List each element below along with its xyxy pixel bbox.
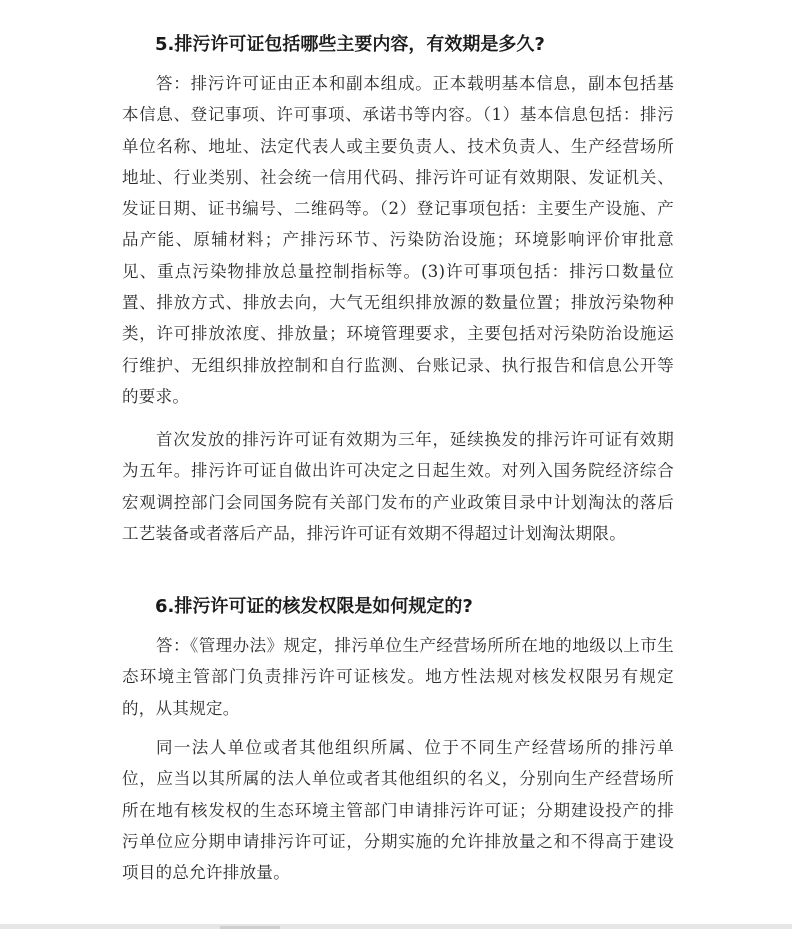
section-5-heading: 5.排污许可证包括哪些主要内容，有效期是多久? [155,34,545,55]
section-6-answer-paragraph: 答：《管理办法》规定，排污单位生产经营场所所在地的地级以上市生态环境主管部门负责排污许可证核发。地方性法规对核发权限另有规定的，从其规定。 [122,636,674,718]
section-6-heading: 6.排污许可证的核发权限是如何规定的? [155,596,473,617]
section-5-answer-paragraph: 答：排污许可证由正本和副本组成。正本载明基本信息，副本包括基本信息、登记事项、许可事项、承诺书等内容。（1）基本信息包括：排污单位名称、地址、法定代表人或主要负责人、技术负责人、生产经营场所地址、行业类别、社会统一信用代码、排污许可证有效期限、发证机关、发证日期、证书编号、二维码等。（2）登记事项包括：主要生产设施、产品产能、原辅材料；产排污环节、污染防治设施；环境影响评价审批意见、重点污染物排放总量控制指标等。(3)许可事项包括：排污口数量位置、排放方式、排放去向，大气无组织排放源的数量位置；排放污染物种类，许可排放浓度、排放量；环境管理要求，主要包括对污染防治设施运行维护、无组织排放控制和自行监测、台账记录、执行报告和信息公开等的要求。 [122,74,674,406]
page-bottom-border [0,924,792,929]
section-6-application-paragraph: 同一法人单位或者其他组织所属、位于不同生产经营场所的排污单位，应当以其所属的法人单位或者其他组织的名义，分别向生产经营场所所在地有核发权的生态环境主管部门申请排污许可证；分期建设投产的排污单位应分期申请排污许可证，分期实施的允许排放量之和不得高于建设项目的总允许排放量。 [122,738,674,883]
section-5-validity-paragraph: 首次发放的排污许可证有效期为三年，延续换发的排污许可证有效期为五年。排污许可证自做出许可决定之日起生效。对列入国务院经济综合宏观调控部门会同国务院有关部门发布的产业政策目录中计划淘汰的落后工艺装备或者落后产品，排污许可证有效期不得超过计划淘汰期限。 [122,430,674,543]
